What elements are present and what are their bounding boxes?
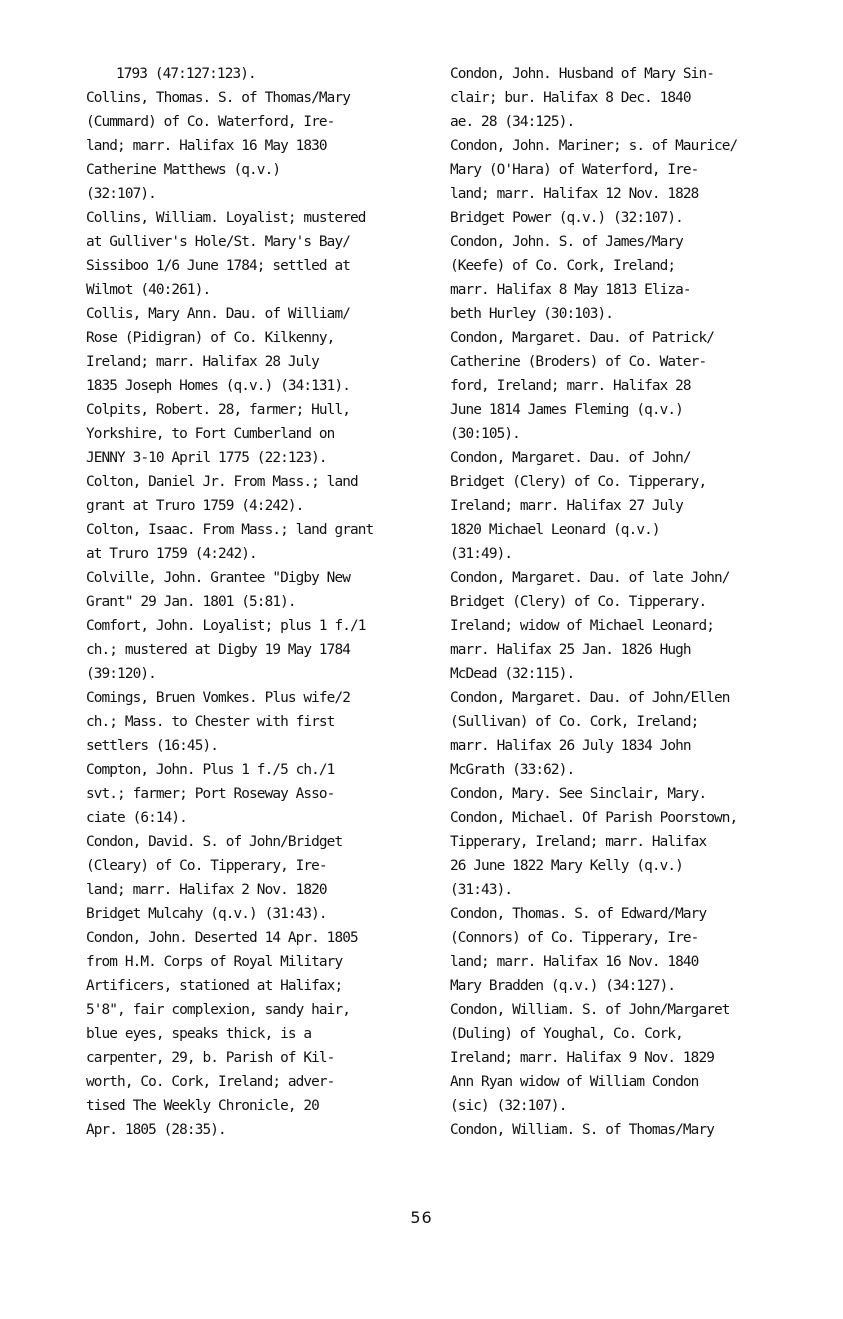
- entry-line: Ann Ryan widow of William Condon: [450, 1074, 699, 1090]
- entry-line: Colpits, Robert. 28, farmer; Hull,: [86, 402, 350, 418]
- entry-line: marr. Halifax 8 May 1813 Eliza-: [450, 282, 691, 298]
- entry-line: (30:105).: [450, 426, 520, 442]
- entry-line: Sissiboo 1/6 June 1784; settled at: [86, 258, 350, 274]
- entry-line: settlers (16:45).: [86, 738, 218, 754]
- entry-line: (39:120).: [86, 666, 156, 682]
- index-entry: [450, 326, 830, 446]
- entry-line: Condon, John. S. of James/Mary: [450, 234, 683, 250]
- entry-line: Comfort, John. Loyalist; plus 1 f./1: [86, 618, 366, 634]
- entry-line: (31:43).: [450, 882, 513, 898]
- page-number: 56: [410, 1208, 433, 1227]
- index-entry: [86, 398, 436, 470]
- entry-line: marr. Halifax 25 Jan. 1826 Hugh: [450, 642, 691, 658]
- entry-line: Condon, Mary. See Sinclair, Mary.: [450, 786, 707, 802]
- entry-line: tised The Weekly Chronicle, 20: [86, 1098, 319, 1114]
- entry-line: Collis, Mary Ann. Dau. of William/: [86, 306, 350, 322]
- index-entry: [450, 566, 830, 686]
- entry-line: 1835 Joseph Homes (q.v.) (34:131).: [86, 378, 350, 394]
- entry-line: Condon, John. Mariner; s. of Maurice/: [450, 138, 738, 154]
- entry-line: Condon, William. S. of Thomas/Mary: [450, 1122, 714, 1138]
- entry-line: (Connors) of Co. Tipperary, Ire-: [450, 930, 699, 946]
- entry-line: 26 June 1822 Mary Kelly (q.v.): [450, 858, 683, 874]
- index-entry: [86, 302, 436, 398]
- index-entry: [450, 62, 830, 134]
- index-entry: [86, 62, 436, 86]
- entry-line: from H.M. Corps of Royal Military: [86, 954, 343, 970]
- entry-line: (Sullivan) of Co. Cork, Ireland;: [450, 714, 699, 730]
- entry-line: Bridget Power (q.v.) (32:107).: [450, 210, 683, 226]
- entry-line: Condon, John. Husband of Mary Sin-: [450, 66, 714, 82]
- entry-line: Condon, William. S. of John/Margaret: [450, 1002, 730, 1018]
- entry-line: Yorkshire, to Fort Cumberland on: [86, 426, 335, 442]
- entry-line: Condon, Margaret. Dau. of John/: [450, 450, 691, 466]
- entry-line: ford, Ireland; marr. Halifax 28: [450, 378, 691, 394]
- entry-line: Condon, John. Deserted 14 Apr. 1805: [86, 930, 358, 946]
- entry-line: at Gulliver's Hole/St. Mary's Bay/: [86, 234, 350, 250]
- entry-line: (Cummard) of Co. Waterford, Ire-: [86, 114, 335, 130]
- entry-line: Catherine Matthews (q.v.): [86, 162, 281, 178]
- entry-line: marr. Halifax 26 July 1834 John: [450, 738, 691, 754]
- entry-line: JENNY 3-10 April 1775 (22:123).: [86, 450, 327, 466]
- entry-line: ae. 28 (34:125).: [450, 114, 575, 130]
- entry-line: beth Hurley (30:103).: [450, 306, 614, 322]
- entry-line: svt.; farmer; Port Roseway Asso-: [86, 786, 335, 802]
- entry-line: Apr. 1805 (28:35).: [86, 1122, 226, 1138]
- index-entry: [86, 86, 436, 206]
- left-column: [86, 62, 436, 1142]
- entry-line: McGrath (33:62).: [450, 762, 575, 778]
- entry-line: Compton, John. Plus 1 f./5 ch./1: [86, 762, 335, 778]
- entry-line: worth, Co. Cork, Ireland; adver-: [86, 1074, 335, 1090]
- entry-line: Condon, Margaret. Dau. of late John/: [450, 570, 730, 586]
- entry-line: ch.; mustered at Digby 19 May 1784: [86, 642, 350, 658]
- entry-line: land; marr. Halifax 12 Nov. 1828: [450, 186, 699, 202]
- entry-line: Artificers, stationed at Halifax;: [86, 978, 343, 994]
- entry-line: at Truro 1759 (4:242).: [86, 546, 257, 562]
- entry-line: Colton, Isaac. From Mass.; land grant: [86, 522, 374, 538]
- entry-line: Bridget Mulcahy (q.v.) (31:43).: [86, 906, 327, 922]
- entry-line: (sic) (32:107).: [450, 1098, 567, 1114]
- index-entry: [86, 566, 436, 614]
- index-entry: [450, 998, 830, 1118]
- entry-line: (Cleary) of Co. Tipperary, Ire-: [86, 858, 327, 874]
- entry-line: grant at Truro 1759 (4:242).: [86, 498, 304, 514]
- entry-line: Condon, Thomas. S. of Edward/Mary: [450, 906, 707, 922]
- entry-line: Condon, Margaret. Dau. of John/Ellen: [450, 690, 730, 706]
- entry-line: Mary Bradden (q.v.) (34:127).: [450, 978, 676, 994]
- right-column: [450, 62, 830, 1142]
- index-entry: [450, 902, 830, 998]
- entry-line: ch.; Mass. to Chester with first: [86, 714, 335, 730]
- index-entry: [86, 686, 436, 758]
- entry-line: Rose (Pidigran) of Co. Kilkenny,: [86, 330, 335, 346]
- entry-line: June 1814 James Fleming (q.v.): [450, 402, 683, 418]
- index-entry: [86, 614, 436, 686]
- index-entry: [86, 830, 436, 926]
- entry-line: Condon, Michael. Of Parish Poorstown,: [450, 810, 738, 826]
- entry-line: Grant" 29 Jan. 1801 (5:81).: [86, 594, 296, 610]
- entry-line: Colton, Daniel Jr. From Mass.; land: [86, 474, 358, 490]
- entry-line: land; marr. Halifax 2 Nov. 1820: [86, 882, 327, 898]
- index-entry: [450, 446, 830, 566]
- entry-line: Condon, Margaret. Dau. of Patrick/: [450, 330, 714, 346]
- entry-line: (Keefe) of Co. Cork, Ireland;: [450, 258, 676, 274]
- entry-line: (32:107).: [86, 186, 156, 202]
- entry-line: carpenter, 29, b. Parish of Kil-: [86, 1050, 335, 1066]
- entry-line: Colville, John. Grantee "Digby New: [86, 570, 350, 586]
- entry-line: Catherine (Broders) of Co. Water-: [450, 354, 707, 370]
- entry-line: Mary (O'Hara) of Waterford, Ire-: [450, 162, 699, 178]
- entry-line: (31:49).: [450, 546, 513, 562]
- entry-line: Ireland; marr. Halifax 27 July: [450, 498, 683, 514]
- entry-line: clair; bur. Halifax 8 Dec. 1840: [450, 90, 691, 106]
- entry-line: Condon, David. S. of John/Bridget: [86, 834, 343, 850]
- index-entry: [86, 926, 436, 1142]
- index-entry: [86, 758, 436, 830]
- index-entry: [450, 782, 830, 806]
- index-entry: [86, 470, 436, 518]
- index-entry: [86, 518, 436, 566]
- index-entry: [450, 230, 830, 326]
- entry-line: ciate (6:14).: [86, 810, 187, 826]
- index-entry: [450, 134, 830, 230]
- entry-line: Bridget (Clery) of Co. Tipperary,: [450, 474, 707, 490]
- entry-line: 1793 (47:127:123).: [116, 66, 256, 82]
- entry-line: 1820 Michael Leonard (q.v.): [450, 522, 660, 538]
- entry-line: Ireland; marr. Halifax 28 July: [86, 354, 319, 370]
- entry-line: Wilmot (40:261).: [86, 282, 211, 298]
- index-entry: [450, 686, 830, 782]
- entry-line: 5'8", fair complexion, sandy hair,: [86, 1002, 350, 1018]
- entry-line: (Duling) of Youghal, Co. Cork,: [450, 1026, 683, 1042]
- index-entry: [86, 206, 436, 302]
- entry-line: Bridget (Clery) of Co. Tipperary.: [450, 594, 707, 610]
- entry-line: Comings, Bruen Vomkes. Plus wife/2: [86, 690, 350, 706]
- entry-line: Collins, William. Loyalist; mustered: [86, 210, 366, 226]
- entry-line: Ireland; widow of Michael Leonard;: [450, 618, 714, 634]
- entry-line: blue eyes, speaks thick, is a: [86, 1026, 312, 1042]
- index-entry: [450, 806, 830, 902]
- entry-line: Tipperary, Ireland; marr. Halifax: [450, 834, 707, 850]
- entry-line: Collins, Thomas. S. of Thomas/Mary: [86, 90, 350, 106]
- entry-line: land; marr. Halifax 16 Nov. 1840: [450, 954, 699, 970]
- entry-line: McDead (32:115).: [450, 666, 575, 682]
- entry-line: Ireland; marr. Halifax 9 Nov. 1829: [450, 1050, 714, 1066]
- entry-line: land; marr. Halifax 16 May 1830: [86, 138, 327, 154]
- index-entry: [450, 1118, 830, 1142]
